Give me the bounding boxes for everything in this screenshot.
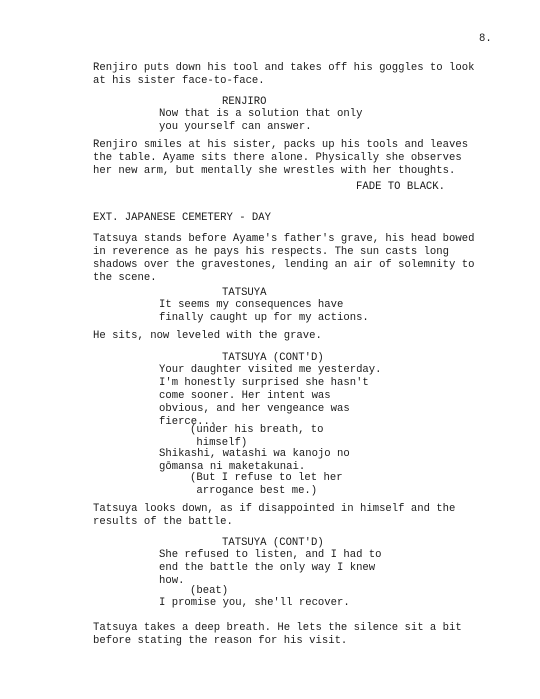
character-name: TATSUYA (CONT'D) xyxy=(222,537,324,549)
action-line: Tatsuya takes a deep breath. He lets the silence sit a bit before stating the reason for his visit. xyxy=(93,622,462,647)
action-line: Tatsuya stands before Ayame's father's grave, his head bowed in reverence as he pays his respects. The sun casts long shadows over the gravestones, lending an air of solemnity to the scene. xyxy=(93,233,475,284)
action-line: He sits, now leveled with the grave. xyxy=(93,330,322,342)
scene-heading: EXT. JAPANESE CEMETERY - DAY xyxy=(93,212,272,224)
dialogue: Now that is a solution that only you yourself can answer. xyxy=(159,108,363,133)
transition: FADE TO BLACK. xyxy=(356,181,446,193)
parenthetical: (But I refuse to let her arrogance best me.) xyxy=(190,472,343,497)
parenthetical: (under his breath, to himself) xyxy=(190,424,324,449)
dialogue: Your daughter visited me yesterday. I'm honestly surprised she hasn't come sooner. Her intent was obvious, and her vengeance was fierce... xyxy=(159,364,382,428)
action-line: Renjiro smiles at his sister, packs up his tools and leaves the table. Ayame sits there alone. Physically she observes her new arm, but mentally she wrestles with her thoughts. xyxy=(93,139,469,177)
character-name: TATSUYA (CONT'D) xyxy=(222,352,324,364)
dialogue: It seems my consequences have finally caught up for my actions. xyxy=(159,299,369,324)
action-line: Tatsuya looks down, as if disappointed in himself and the results of the battle. xyxy=(93,503,456,528)
dialogue: I promise you, she'll recover. xyxy=(159,597,350,609)
dialogue: She refused to listen, and I had to end the battle the only way I knew how. xyxy=(159,549,382,587)
parenthetical: (beat) xyxy=(190,585,229,597)
character-name: TATSUYA xyxy=(222,287,267,299)
character-name: RENJIRO xyxy=(222,96,267,108)
dialogue: Shikashi, watashi wa kanojo no gōmansa ni maketakunai. xyxy=(159,448,350,473)
action-line: Renjiro puts down his tool and takes off his goggles to look at his sister face-to-face. xyxy=(93,62,475,87)
page-number: 8. xyxy=(479,33,492,45)
